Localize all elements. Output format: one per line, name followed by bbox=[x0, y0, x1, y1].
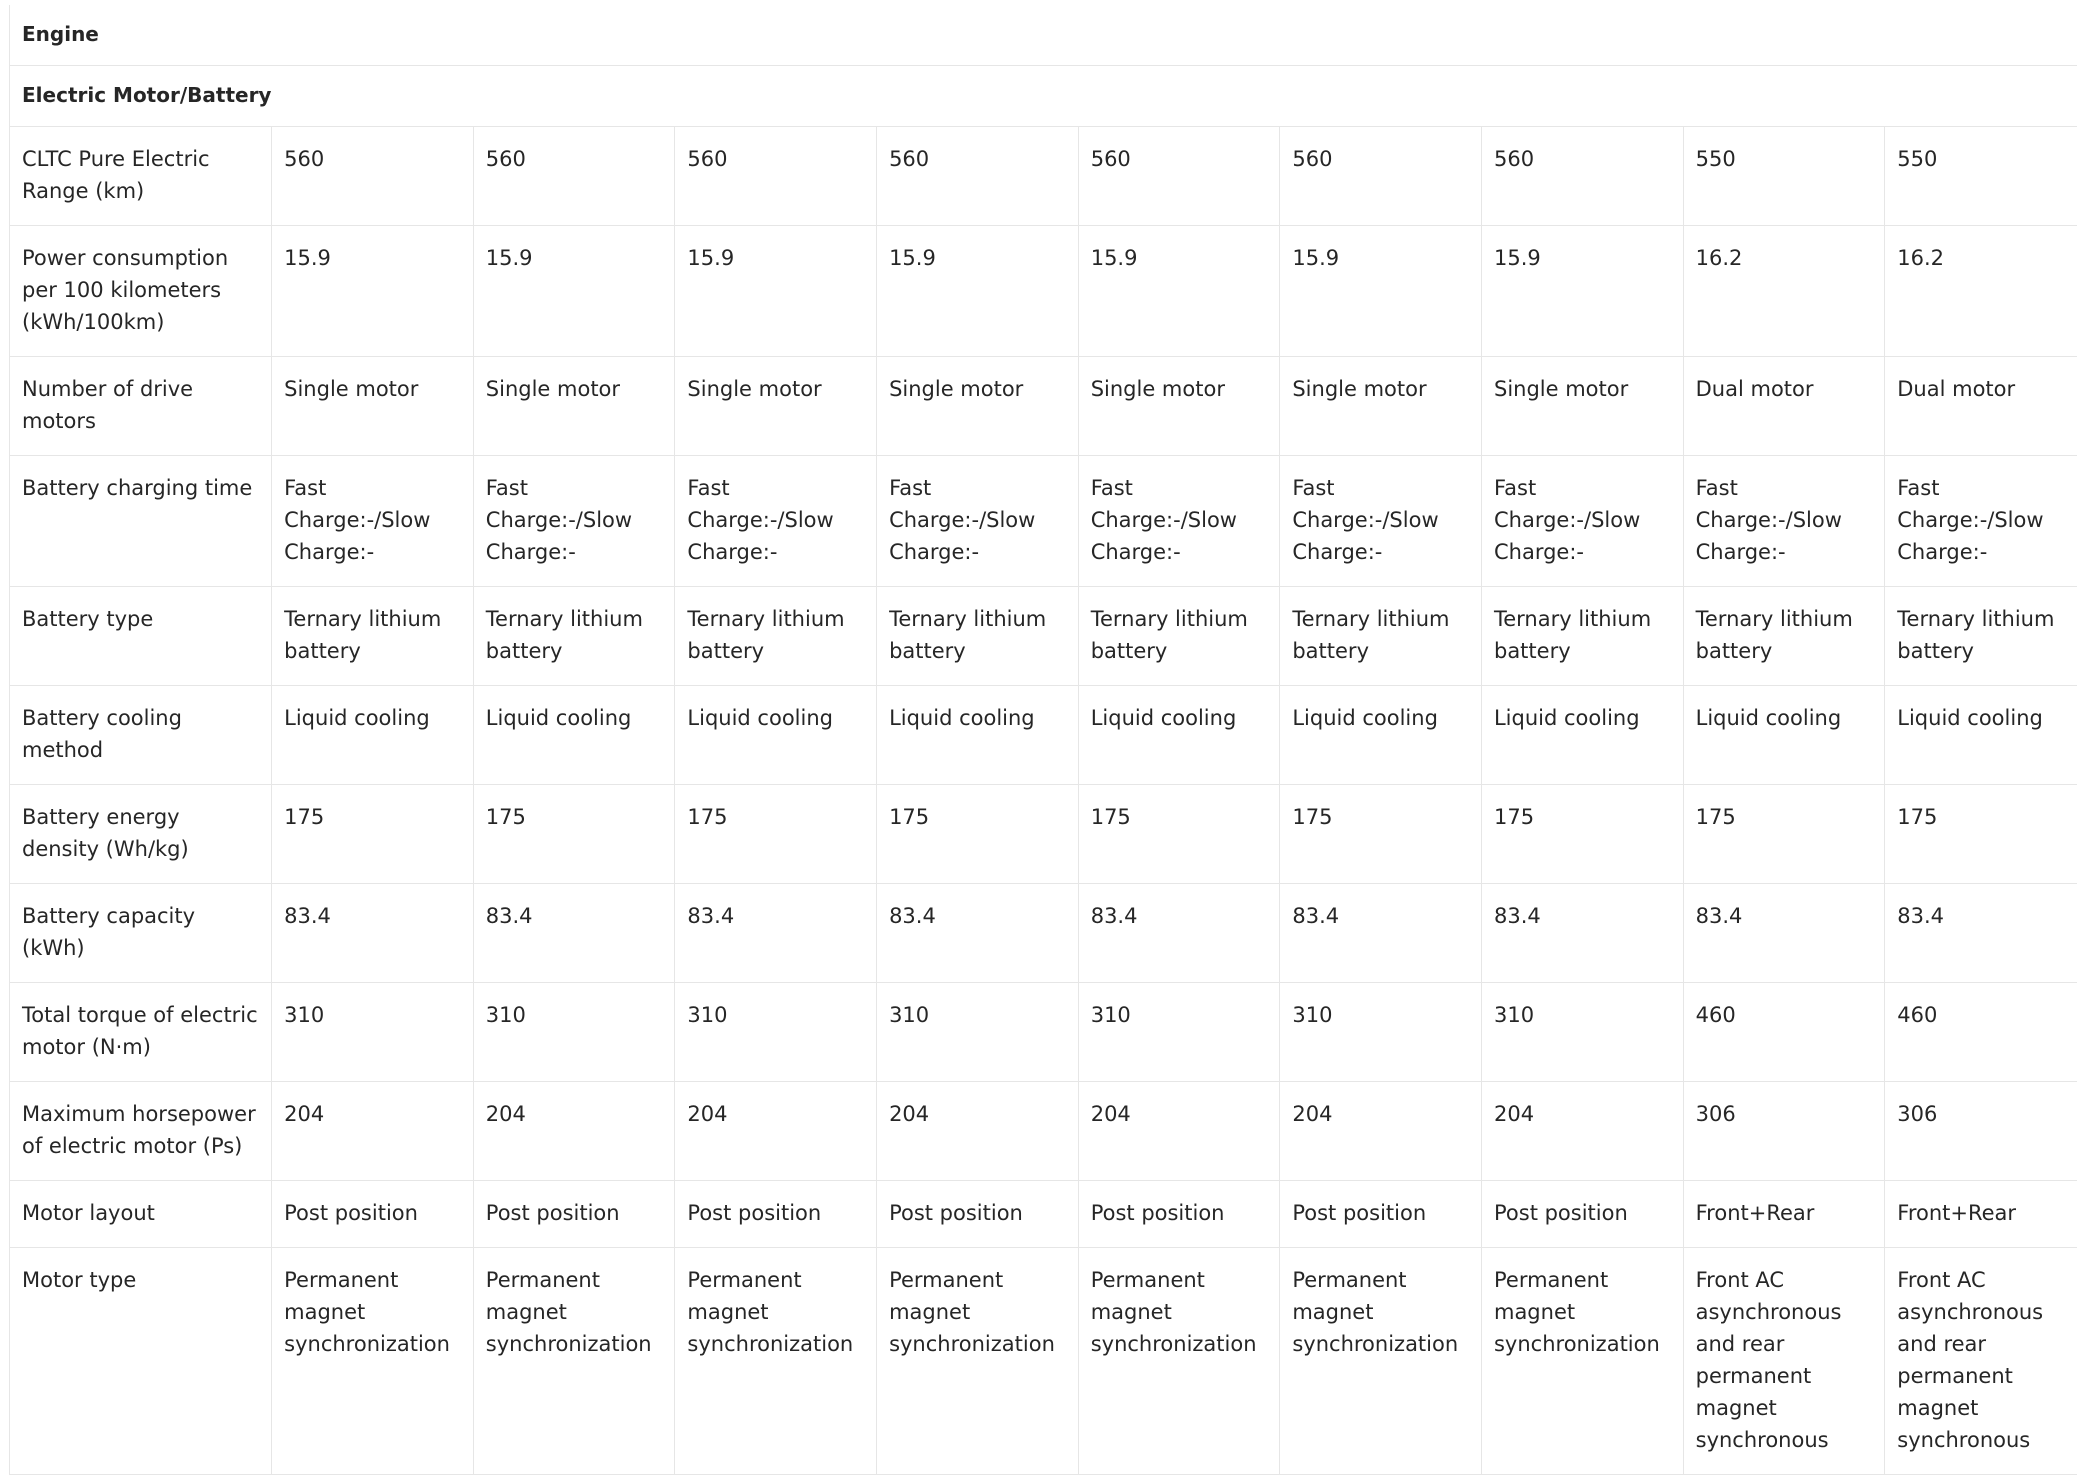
table-cell: 83.4 bbox=[473, 884, 675, 983]
table-cell: 175 bbox=[272, 785, 474, 884]
table-cell: Post position bbox=[675, 1181, 877, 1248]
section-heading-electric-motor-battery: Electric Motor/Battery bbox=[10, 66, 2077, 127]
row-label: Battery cooling method bbox=[10, 686, 272, 785]
table-cell: 15.9 bbox=[1481, 226, 1683, 357]
row-label: Maximum horsepower of electric motor (Ps) bbox=[10, 1082, 272, 1181]
table-cell: Ternary lithium battery bbox=[877, 587, 1079, 686]
section-heading-engine: Engine bbox=[10, 5, 2077, 66]
table-cell: 560 bbox=[675, 127, 877, 226]
table-cell: Liquid cooling bbox=[877, 686, 1079, 785]
table-cell: Liquid cooling bbox=[1683, 686, 1885, 785]
table-cell: 310 bbox=[272, 983, 474, 1082]
table-cell: 15.9 bbox=[473, 226, 675, 357]
table-cell: Liquid cooling bbox=[1280, 686, 1482, 785]
table-cell: 204 bbox=[877, 1082, 1079, 1181]
table-cell: 310 bbox=[1078, 983, 1280, 1082]
section-row-electric-motor-battery bbox=[10, 66, 2077, 127]
table-cell: Single motor bbox=[1481, 357, 1683, 456]
table-cell: 460 bbox=[1885, 983, 2077, 1082]
table-cell: 15.9 bbox=[272, 226, 474, 357]
table-cell: 550 bbox=[1885, 127, 2077, 226]
table-row bbox=[10, 1181, 2077, 1248]
table-cell: Ternary lithium battery bbox=[272, 587, 474, 686]
table-cell: Post position bbox=[1481, 1181, 1683, 1248]
table-cell: 83.4 bbox=[272, 884, 474, 983]
table-row bbox=[10, 686, 2077, 785]
table-cell: 16.2 bbox=[1885, 226, 2077, 357]
table-cell: Post position bbox=[1280, 1181, 1482, 1248]
table-row bbox=[10, 587, 2077, 686]
table-cell: 175 bbox=[473, 785, 675, 884]
table-cell: 204 bbox=[1481, 1082, 1683, 1181]
row-label: Battery type bbox=[10, 587, 272, 686]
table-cell: 175 bbox=[675, 785, 877, 884]
table-cell: Single motor bbox=[1280, 357, 1482, 456]
table-cell: 204 bbox=[272, 1082, 474, 1181]
row-label: CLTC Pure Electric Range (km) bbox=[10, 127, 272, 226]
table-cell: 460 bbox=[1683, 983, 1885, 1082]
table-cell: Ternary lithium battery bbox=[1280, 587, 1482, 686]
table-cell: 306 bbox=[1885, 1082, 2077, 1181]
table-cell: 204 bbox=[1078, 1082, 1280, 1181]
table-cell: 560 bbox=[473, 127, 675, 226]
table-cell: Liquid cooling bbox=[1078, 686, 1280, 785]
table-cell: Single motor bbox=[675, 357, 877, 456]
table-cell: Permanent magnet synchronization bbox=[1078, 1248, 1280, 1475]
row-label: Number of drive motors bbox=[10, 357, 272, 456]
table-cell: Permanent magnet synchronization bbox=[877, 1248, 1079, 1475]
table-cell: Fast Charge:-/Slow Charge:- bbox=[272, 456, 474, 587]
table-cell: Fast Charge:-/Slow Charge:- bbox=[1078, 456, 1280, 587]
table-cell: 310 bbox=[877, 983, 1079, 1082]
table-row bbox=[10, 226, 2077, 357]
table-cell: 560 bbox=[1481, 127, 1683, 226]
table-cell: 560 bbox=[272, 127, 474, 226]
table-cell: 15.9 bbox=[877, 226, 1079, 357]
table-cell: 83.4 bbox=[877, 884, 1079, 983]
table-row bbox=[10, 983, 2077, 1082]
table-cell: Fast Charge:-/Slow Charge:- bbox=[1481, 456, 1683, 587]
table-cell: 310 bbox=[675, 983, 877, 1082]
table-cell: 83.4 bbox=[1280, 884, 1482, 983]
table-row bbox=[10, 357, 2077, 456]
table-cell: Fast Charge:-/Slow Charge:- bbox=[877, 456, 1079, 587]
table-cell: Single motor bbox=[272, 357, 474, 456]
table-cell: Front AC asynchronous and rear permanent magnet synchronous bbox=[1885, 1248, 2077, 1475]
table-cell: Fast Charge:-/Slow Charge:- bbox=[675, 456, 877, 587]
table-cell: 175 bbox=[1280, 785, 1482, 884]
table-cell: Liquid cooling bbox=[272, 686, 474, 785]
table-cell: Ternary lithium battery bbox=[1481, 587, 1683, 686]
table-cell: Ternary lithium battery bbox=[473, 587, 675, 686]
row-label: Total torque of electric motor (N·m) bbox=[10, 983, 272, 1082]
table-cell: Front+Rear bbox=[1885, 1181, 2077, 1248]
table-cell: Ternary lithium battery bbox=[1885, 587, 2077, 686]
table-cell: 310 bbox=[1280, 983, 1482, 1082]
table-cell: 204 bbox=[675, 1082, 877, 1181]
table-cell: Liquid cooling bbox=[473, 686, 675, 785]
table-cell: 310 bbox=[1481, 983, 1683, 1082]
table-cell: 560 bbox=[877, 127, 1079, 226]
table-cell: 16.2 bbox=[1683, 226, 1885, 357]
table-cell: Front+Rear bbox=[1683, 1181, 1885, 1248]
row-label: Battery capacity (kWh) bbox=[10, 884, 272, 983]
table-cell: Liquid cooling bbox=[1481, 686, 1683, 785]
table-cell: 204 bbox=[473, 1082, 675, 1181]
section-row-engine bbox=[10, 5, 2077, 66]
row-label: Battery charging time bbox=[10, 456, 272, 587]
table-cell: 306 bbox=[1683, 1082, 1885, 1181]
table-row bbox=[10, 1082, 2077, 1181]
table-cell: Single motor bbox=[1078, 357, 1280, 456]
table-cell: Fast Charge:-/Slow Charge:- bbox=[1885, 456, 2077, 587]
table-row bbox=[10, 884, 2077, 983]
table-cell: Dual motor bbox=[1885, 357, 2077, 456]
table-cell: Post position bbox=[877, 1181, 1079, 1248]
table-cell: 83.4 bbox=[1481, 884, 1683, 983]
table-cell: Front AC asynchronous and rear permanent magnet synchronous bbox=[1683, 1248, 1885, 1475]
table-row bbox=[10, 127, 2077, 226]
table-cell: Permanent magnet synchronization bbox=[675, 1248, 877, 1475]
table-cell: 15.9 bbox=[1280, 226, 1482, 357]
table-cell: Ternary lithium battery bbox=[1683, 587, 1885, 686]
table-cell: Ternary lithium battery bbox=[1078, 587, 1280, 686]
table-cell: 175 bbox=[1683, 785, 1885, 884]
table-cell: Permanent magnet synchronization bbox=[1280, 1248, 1482, 1475]
table-row bbox=[10, 785, 2077, 884]
spec-table bbox=[9, 5, 2077, 1475]
table-cell: 15.9 bbox=[675, 226, 877, 357]
table-row bbox=[10, 1248, 2077, 1475]
table-cell: 560 bbox=[1078, 127, 1280, 226]
table-cell: Permanent magnet synchronization bbox=[473, 1248, 675, 1475]
table-cell: 15.9 bbox=[1078, 226, 1280, 357]
table-cell: Post position bbox=[1078, 1181, 1280, 1248]
table-cell: 175 bbox=[1078, 785, 1280, 884]
table-cell: Permanent magnet synchronization bbox=[272, 1248, 474, 1475]
row-label: Motor layout bbox=[10, 1181, 272, 1248]
table-cell: Single motor bbox=[877, 357, 1079, 456]
row-label: Battery energy density (Wh/kg) bbox=[10, 785, 272, 884]
table-cell: Ternary lithium battery bbox=[675, 587, 877, 686]
table-cell: Post position bbox=[272, 1181, 474, 1248]
table-cell: Single motor bbox=[473, 357, 675, 456]
table-cell: Liquid cooling bbox=[1885, 686, 2077, 785]
row-label: Power consumption per 100 kilometers (kWh/100km) bbox=[10, 226, 272, 357]
table-cell: Fast Charge:-/Slow Charge:- bbox=[1683, 456, 1885, 587]
table-cell: Fast Charge:-/Slow Charge:- bbox=[1280, 456, 1482, 587]
table-cell: 550 bbox=[1683, 127, 1885, 226]
table-cell: 83.4 bbox=[675, 884, 877, 983]
table-cell: 175 bbox=[877, 785, 1079, 884]
table-cell: Permanent magnet synchronization bbox=[1481, 1248, 1683, 1475]
row-label: Motor type bbox=[10, 1248, 272, 1475]
table-cell: 310 bbox=[473, 983, 675, 1082]
table-cell: Dual motor bbox=[1683, 357, 1885, 456]
table-cell: 560 bbox=[1280, 127, 1482, 226]
table-row bbox=[10, 456, 2077, 587]
table-cell: 175 bbox=[1481, 785, 1683, 884]
table-cell: Post position bbox=[473, 1181, 675, 1248]
table-cell: Fast Charge:-/Slow Charge:- bbox=[473, 456, 675, 587]
table-cell: 83.4 bbox=[1885, 884, 2077, 983]
table-cell: 83.4 bbox=[1078, 884, 1280, 983]
table-cell: 204 bbox=[1280, 1082, 1482, 1181]
table-cell: 175 bbox=[1885, 785, 2077, 884]
spec-table-container bbox=[9, 0, 2077, 1475]
table-cell: 83.4 bbox=[1683, 884, 1885, 983]
table-cell: Liquid cooling bbox=[675, 686, 877, 785]
